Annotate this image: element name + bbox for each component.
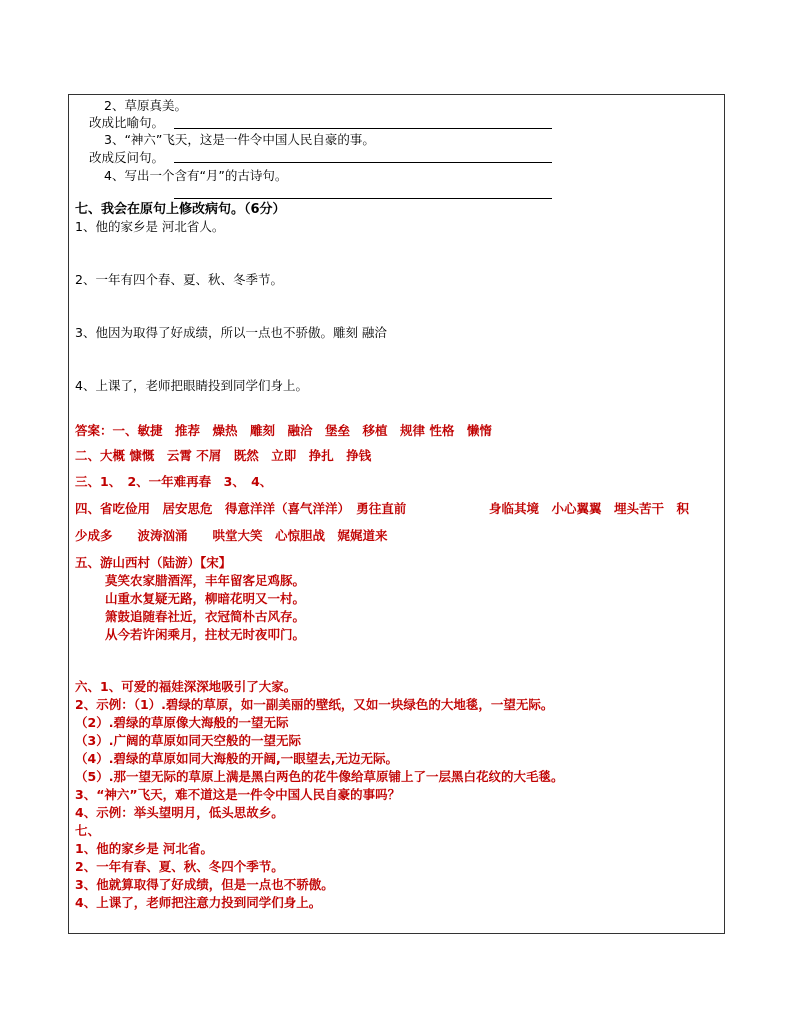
exercise-line-4: 4、写出一个含有“月”的古诗句。 [104,168,288,183]
answer-7-2: 2、一年有春、夏、秋、冬四个季节。 [75,859,284,874]
answer-7-4: 4、上课了，老师把注意力投到同学们身上。 [75,895,322,910]
question-4: 4、上课了，老师把眼睛投到同学们身上。 [75,378,308,393]
poem-line: 莫笑农家腊酒浑，丰年留客足鸡豚。 [105,573,306,588]
exercise-prompt-rhetorical: 改成反问句。 [89,150,165,165]
answer-6-2: 2、示例：（1）.碧绿的草原，如一副美丽的壁纸，又如一块绿色的大地毯，一望无际。 [75,697,554,712]
answer-6-1: 六、1、可爱的福娃深深地吸引了大家。 [75,679,297,694]
question-1: 1、他的家乡是 河北省人。 [75,219,225,234]
answer-line-2: 二、大概 慷慨 云霄 不屑 既然 立即 挣扎 挣钱 [75,448,372,463]
question-2: 2、一年有四个春、夏、秋、冬季节。 [75,272,283,287]
answer-6-8: 4、示例：举头望明月，低头思故乡。 [75,805,284,820]
answer-6-4: （3）.广阔的草原如同天空般的一望无际 [75,733,301,748]
worksheet-frame [68,94,725,934]
exercise-prompt-metaphor: 改成比喻句。 [89,115,165,130]
answer-line-1: 答案：一、敏捷 推荐 燥热 雕刻 融洽 堡垒 移植 规律 性格 懒惰 [75,423,492,438]
answer-7-title: 七、 [75,823,101,838]
answer-line [174,198,552,199]
answer-line-4b: 身临其境 小心翼翼 埋头苦干 积 [489,501,690,516]
answer-line-4c: 少成多 波涛汹涌 哄堂大笑 心惊胆战 娓娓道来 [75,528,388,543]
section-title: 七、我会在原句上修改病句。（6分） [75,202,286,217]
poem-line: 箫鼓追随春社近，衣冠简朴古风存。 [105,609,306,624]
answer-7-3: 3、他就算取得了好成绩，但是一点也不骄傲。 [75,877,334,892]
answer-line-3: 三、1、 2、一年难再春 3、 4、 [75,474,273,489]
answer-6-6: （5）.那一望无际的草原上满是黑白两色的花牛像给草原铺上了一层黑白花纹的大毛毯。 [75,769,564,784]
question-3: 3、他因为取得了好成绩，所以一点也不骄傲。雕刻 融洽 [75,325,387,340]
answer-6-5: （4）.碧绿的草原如同大海般的开阔,一眼望去,无边无际。 [75,751,398,766]
answer-6-7: 3、“神六”飞天，难不道这是一件令中国人民自豪的事吗？ [75,787,401,802]
poem-title: 五、游山西村（陆游）【宋】 [75,555,232,570]
exercise-line-3: 3、“神六”飞天，这是一件令中国人民自豪的事。 [104,132,375,147]
answer-6-3: （2）.碧绿的草原像大海般的一望无际 [75,715,289,730]
poem-line: 从今若许闲乘月，拄杖无时夜叩门。 [105,627,306,642]
answer-line [174,162,552,163]
answer-line-4a: 四、省吃俭用 居安思危 得意洋洋（喜气洋洋） 勇往直前 [75,501,407,516]
answer-line [174,128,552,129]
exercise-line-2: 2、草原真美。 [104,98,187,113]
poem-line: 山重水复疑无路，柳暗花明又一村。 [105,591,306,606]
answer-7-1: 1、他的家乡是 河北省。 [75,841,214,856]
